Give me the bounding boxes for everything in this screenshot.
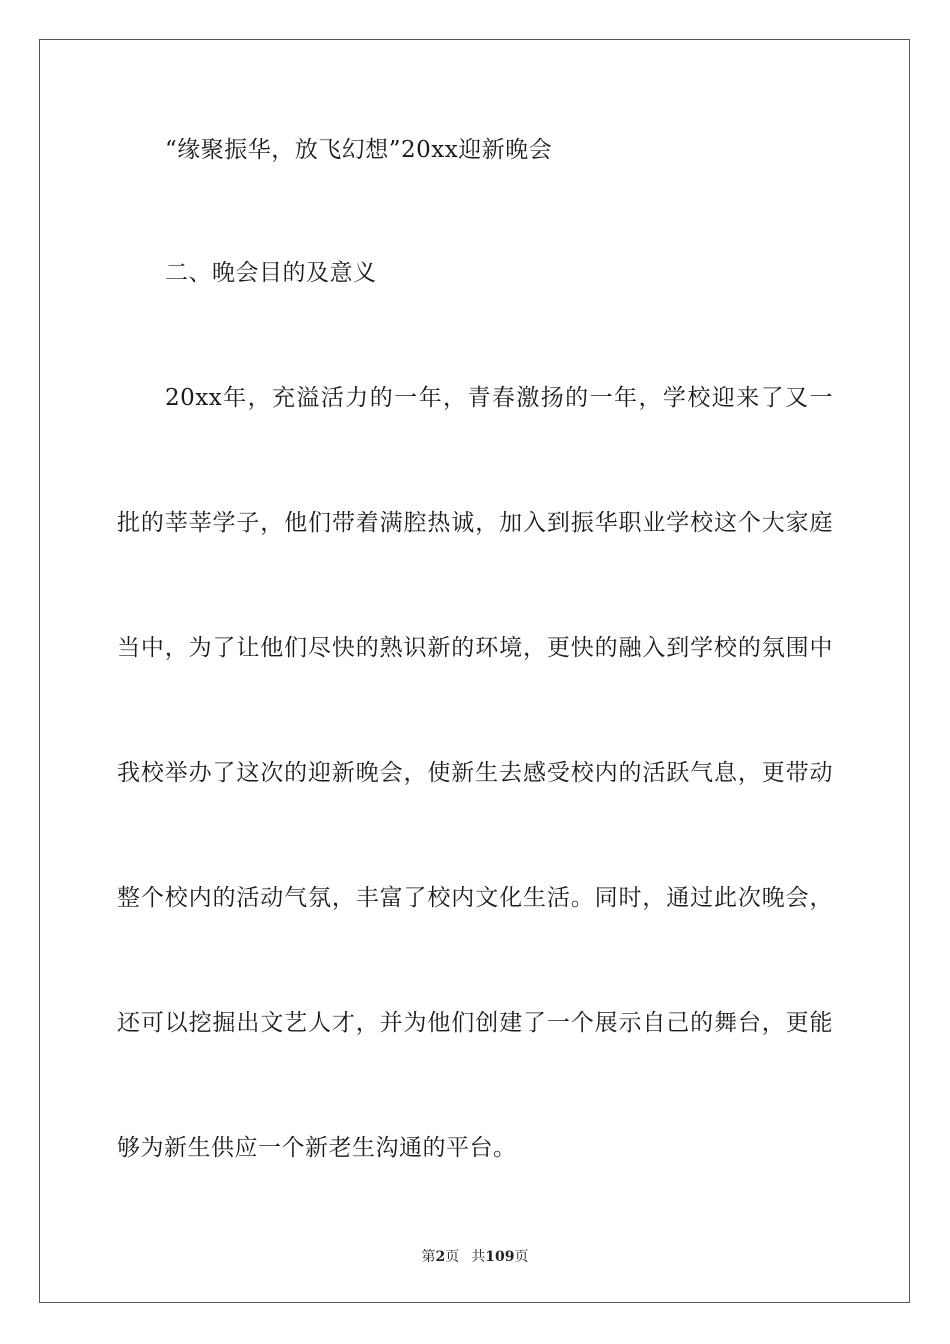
footer-page-suffix: 页 — [445, 1249, 460, 1265]
footer-total-suffix: 页 — [514, 1249, 529, 1265]
page-border — [39, 39, 910, 1303]
paragraph-line-2: 批的莘莘学子，他们带着满腔热诚，加入到振华职业学校这个大家庭 — [117, 510, 833, 536]
footer-total-pages: 109 — [485, 1249, 515, 1265]
section-title: 二、晚会目的及意义 — [165, 260, 377, 286]
paragraph-line-1: 20xx年，充溢活力的一年，青春激扬的一年，学校迎来了又一 — [165, 385, 833, 411]
paragraph-line-3: 当中，为了让他们尽快的熟识新的环境，更快的融入到学校的氛围中 — [117, 635, 833, 661]
paragraph-line-5: 整个校内的活动气氛，丰富了校内文化生活。同时，通过此次晚会， — [117, 885, 833, 911]
footer-page-prefix: 第 — [421, 1249, 436, 1265]
paragraph-line-4: 我校举办了这次的迎新晚会，使新生去感受校内的活跃气息，更带动 — [117, 760, 833, 786]
footer-total-prefix: 共 — [471, 1249, 486, 1265]
heading-line: “缘聚振华，放飞幻想”20xx迎新晚会 — [165, 137, 553, 163]
paragraph-line-6: 还可以挖掘出文艺人才，并为他们创建了一个展示自己的舞台，更能 — [117, 1010, 833, 1036]
paragraph-line-7: 够为新生供应一个新老生沟通的平台。 — [117, 1135, 517, 1161]
page-footer — [0, 1248, 950, 1266]
footer-page-number: 2 — [435, 1249, 446, 1265]
